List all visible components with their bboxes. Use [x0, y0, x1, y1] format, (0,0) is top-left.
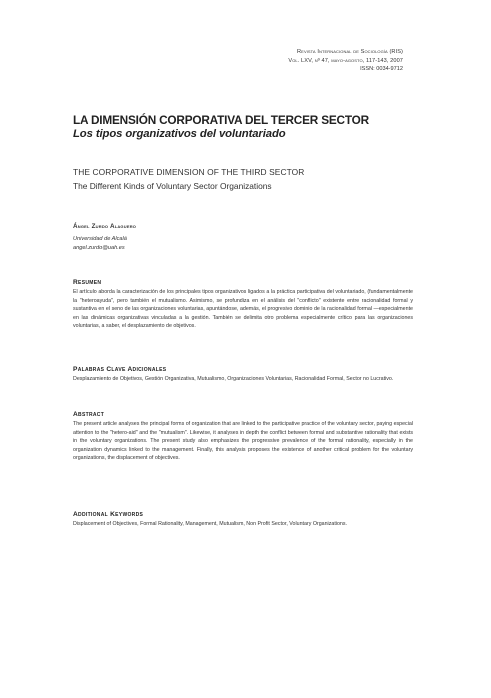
- abstract-heading: Abstract: [73, 411, 105, 418]
- subtitle-spanish: Los tipos organizativos del voluntariado: [73, 128, 286, 140]
- journal-issue: Vol. LXV, nº 47, mayo-agosto, 117-143, 2007: [288, 57, 403, 64]
- title-spanish: LA DIMENSIÓN CORPORATIVA DEL TERCER SECTOR: [73, 113, 369, 127]
- keywords-text: Displacement of Objectives, Formal Rationality, Management, Mutualism, Non Profit Sector, Voluntary Organizations.: [73, 521, 347, 527]
- resumen-section: [73, 279, 413, 331]
- author-name: Ángel Zurdo Alaguero: [73, 223, 137, 230]
- author-email: angel.zurdo@uah.es: [73, 244, 125, 251]
- abstract-text: The present article analyses the principal forms of organization that are linked to the participative practice of the voluntary sector, paying especial attention to the "hetero-aid" and the "mutualism". Likewise, it analyses in depth the conflict between formal and substantive rationality that exists in the voluntary organizations. The present study also emphasizes the progressive prevalence of the formal rationality, especially in the organization dynamics linked to the management. Finally, this analysis proposes the existence of another critical problem for the voluntary organizations, the displacement of objectives.: [73, 421, 413, 461]
- journal-name: Revista Internacional de Sociología (RIS): [297, 49, 403, 55]
- journal-issn: ISSN: 0034-9712: [360, 66, 403, 73]
- keywords-section: [73, 511, 413, 529]
- keywords-heading: Additional Keywords: [73, 511, 144, 518]
- resumen-heading: Resumen: [73, 279, 102, 286]
- palabras-heading: Palabras Clave Adicionales: [73, 366, 167, 373]
- author-affiliation: Universidad de Alcalá: [73, 236, 127, 242]
- journal-header: [288, 48, 403, 74]
- subtitle-english: The Different Kinds of Voluntary Sector Organizations: [73, 181, 272, 191]
- palabras-section: [73, 366, 413, 384]
- author-info: [73, 235, 127, 252]
- title-english: THE CORPORATIVE DIMENSION OF THE THIRD SECTOR: [73, 167, 305, 177]
- abstract-section: [73, 411, 413, 463]
- palabras-text: Desplazamiento de Objetivos, Gestión Organizativa, Mutualismo, Organizaciones Voluntarias, Racionalidad Formal, Sector no Lucrativo.: [73, 376, 394, 382]
- resumen-text: El artículo aborda la caracterización de los principales tipos organizativos ligados a la práctica participativa del voluntariado, (fundamentalmente la "heteroayuda", pero también el mutualismo. Asimismo, se profundiza en el análisis del "conflicto" existente entre racionalidad formal y sustantiva en el seno de las organizaciones voluntarias, apuntándose, además, el progresivo dominio de la racionalidad formal —especialmente en las dinámicas organizativas vinculadas a la gestión. También se delimita otro problema especialmente crítico para las organizaciones voluntarias, a saber, el desplazamiento de objetivos.: [73, 289, 413, 329]
